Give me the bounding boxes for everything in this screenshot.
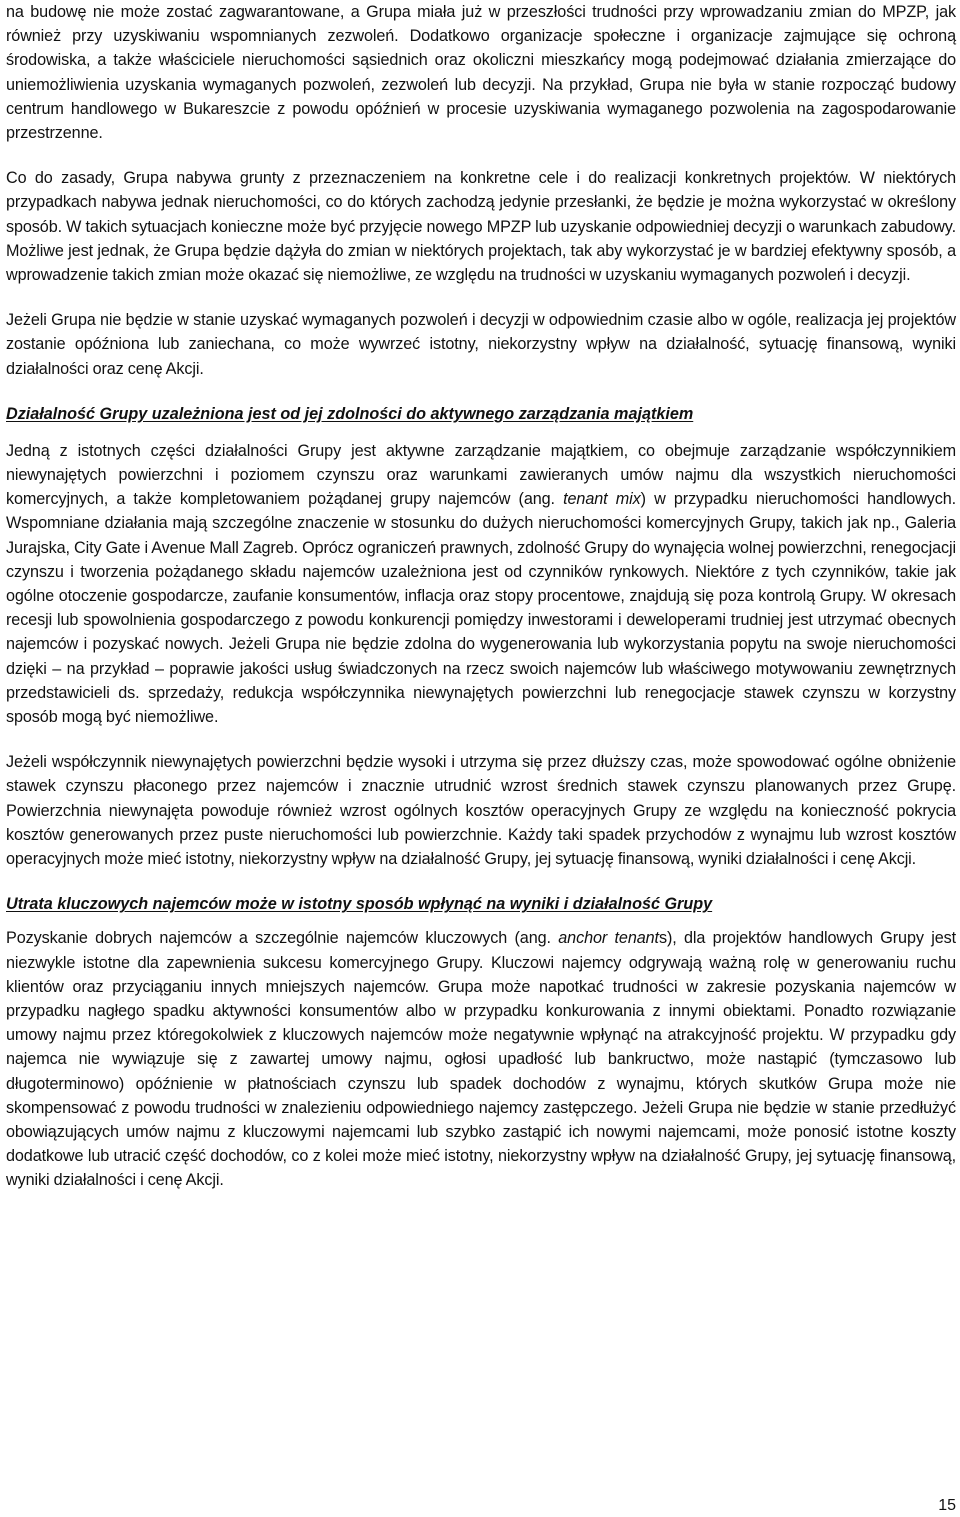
italic-term: tenant mix [563, 490, 641, 509]
italic-term: anchor tenant [558, 929, 659, 948]
paragraph-vacancy-rate: Jeżeli współczynnik niewynajętych powierzchni będzie wysoki i utrzyma się przez dłuższy czas, może spowodować ogólne obniżenie stawek czynszu płaconego przez najemców i znacznie utrudnić wzrost średnich stawek czynszu planowanych przez Grupę. Powierzchnia niewynajęta powoduje również wzrost ogólnych kosztów operacyjnych Grupy ze względu na konieczność pokrycia kosztów generowanych przez puste nieruchomości lub powierzchnie. Każdy taki spadek przychodów z wynajmu lub wzrost kosztów operacyjnych może mieć istotny, niekorzystny wpływ na działalność Grupy, jej sytuację finansową, wyniki działalności i cenę Akcji. [6, 753, 956, 869]
text-run: Jedną z istotnych części działalności Grupy jest aktywne zarządzanie majątkiem, co obejmuje zarządzanie współczynnikiem niewynajętych powierzchni i poziomem czynszu oraz warunkami zawieranych umów najmu dla wszystkich nieruchomości komercyjnych, a także kompletowaniem pożądanej grupy najemców (ang. [6, 441, 956, 509]
text-run: Pozyskanie dobrych najemców a szczególnie najemców kluczowych (ang. [6, 929, 559, 948]
document-page [6, 0, 956, 1193]
paragraph-key-tenants [6, 926, 956, 1192]
page-number: 15 [938, 1497, 956, 1514]
section-heading-asset-management: Działalność Grupy uzależniona jest od jej zdolności do aktywnego zarządzania majątkiem [6, 404, 694, 423]
text-run: s), dla projektów handlowych Grupy jest niezwykle istotne dla zapewnienia sukcesu komercyjnego Grupy. Kluczowi najemcy odgrywają ważną rolę w generowaniu ruchu klientów oraz przyciąganiu innych mniejszych najemców. Grupa może napotkać trudności w zakresie pozyskania najemców w przypadku nagłego spadku aktywności konsumentów albo w przypadku konkurowania z innymi obiektami. Ponadto rozwiązanie umowy najmu przez któregokolwiek z kluczowych najemców może negatywnie wpłynąć na atrakcyjność projektu. W przypadku gdy najemca nie wywiązuje się z zawartej umowy najmu, ogłosi upadłość lub bankructwo, może nastąpić (tymczasowo lub długoterminowo) opóźnienie w płatnościach czynszu lub spadek dochodów z wynajmu, których skutków Grupa może nie skompensować z powodu trudności w znalezieniu odpowiedniego najemcy zastępczego. Jeżeli Grupa nie będzie w stanie przedłużyć obowiązujących umów najmu z kluczowymi najemcami lub szybko zastąpić ich nowymi najemcami, może ponosić istotne koszty dodatkowe lub utracić część dochodów, co z kolei może mieć istotny, niekorzystny wpływ na działalność Grupy, jej sytuację finansową, wyniki działalności i cenę Akcji. [6, 929, 956, 1190]
paragraph-permits-risk: na budowę nie może zostać zagwarantowane, a Grupa miała już w przeszłości trudności przy wprowadzaniu zmian do MPZP, jak również przy uzyskiwaniu wspomnianych zezwoleń. Dodatkowo organizacje społeczne i organizacje zajmujące się ochroną środowiska, a także właściciele nieruchomości sąsiednich oraz okoliczni mieszkańcy mogą podejmować działania zmierzające do uniemożliwienia uzyskania wymaganych pozwoleń, zezwoleń lub decyzji. Na przykład, Grupa nie była w stanie rozpocząć budowy centrum handlowego w Bukareszcie z powodu opóźnień w procesie uzyskiwania wymaganego pozwolenia na zagospodarowanie przestrzenne. [6, 3, 956, 143]
section-heading-key-tenants: Utrata kluczowych najemców może w istotny sposób wpłynąć na wyniki i działalność Grupy [6, 895, 713, 914]
paragraph-project-delay: Jeżeli Grupa nie będzie w stanie uzyskać wymaganych pozwoleń i decyzji w odpowiednim czasie albo w ogóle, realizacja jej projektów zostanie opóźniona lub zaniechana, co może wywrzeć istotny, niekorzystny wpływ na działalność, sytuację finansową, wyniki działalności oraz cenę Akcji. [6, 311, 956, 378]
text-run: ) w przypadku nieruchomości handlowych. Wspomniane działania mają szczególne znaczenie w stosunku do dużych nieruchomości komercyjnych Grupy, takich jak np., Galeria Jurajska, City Gate i Avenue Mall Zagreb. Oprócz ograniczeń prawnych, zdolność Grupy do wynajęcia wolnej powierzchni, renegocjacji czynszu i tworzenia pożądanego składu najemców uzależniona jest od czynników rynkowych. Niektóre z tych czynników, takie jak ogólne otoczenie gospodarcze, zaufanie konsumentów, inflacja oraz stopy procentowe, znajdują się poza kontrolą Grupy. W okresach recesji lub spowolnienia gospodarczego z powodu konkurencji pomiędzy inwestorami i deweloperami trudniej jest utrzymać obecnych najemców i pozyskać nowych. Jeżeli Grupa nie będzie zdolna do wygenerowania lub wykorzystania popytu na swoje nieruchomości dzięki – na przykład – poprawie jakości usług świadczonych na rzecz swoich najemców lub właściwego motywowaniu zewnętrznych przedstawicieli ds. sprzedaży, redukcja współczynnika niewynajętych powierzchni lub renegocjacje stawek czynszu w korzystny sposób mogą być niemożliwe. [6, 490, 956, 727]
paragraph-asset-management [6, 439, 956, 729]
paragraph-land-acquisition: Co do zasady, Grupa nabywa grunty z przeznaczeniem na konkretne cele i do realizacji konkretnych projektów. W niektórych przypadkach nabywa jednak nieruchomości, co do których zachodzą jedynie przesłanki, że będzie je można wykorzystać w określony sposób. W takich sytuacjach konieczne może być przyjęcie nowego MPZP lub uzyskanie odpowiedniej decyzji o warunkach zabudowy. Możliwe jest jednak, że Grupa będzie dążyła do zmian w niektórych projektach, tak aby wykorzystać je w bardziej efektywny sposób, a wprowadzenie takich zmian może okazać się niemożliwe, ze względu na trudności w uzyskaniu wymaganych pozwoleń i decyzji. [6, 169, 956, 285]
